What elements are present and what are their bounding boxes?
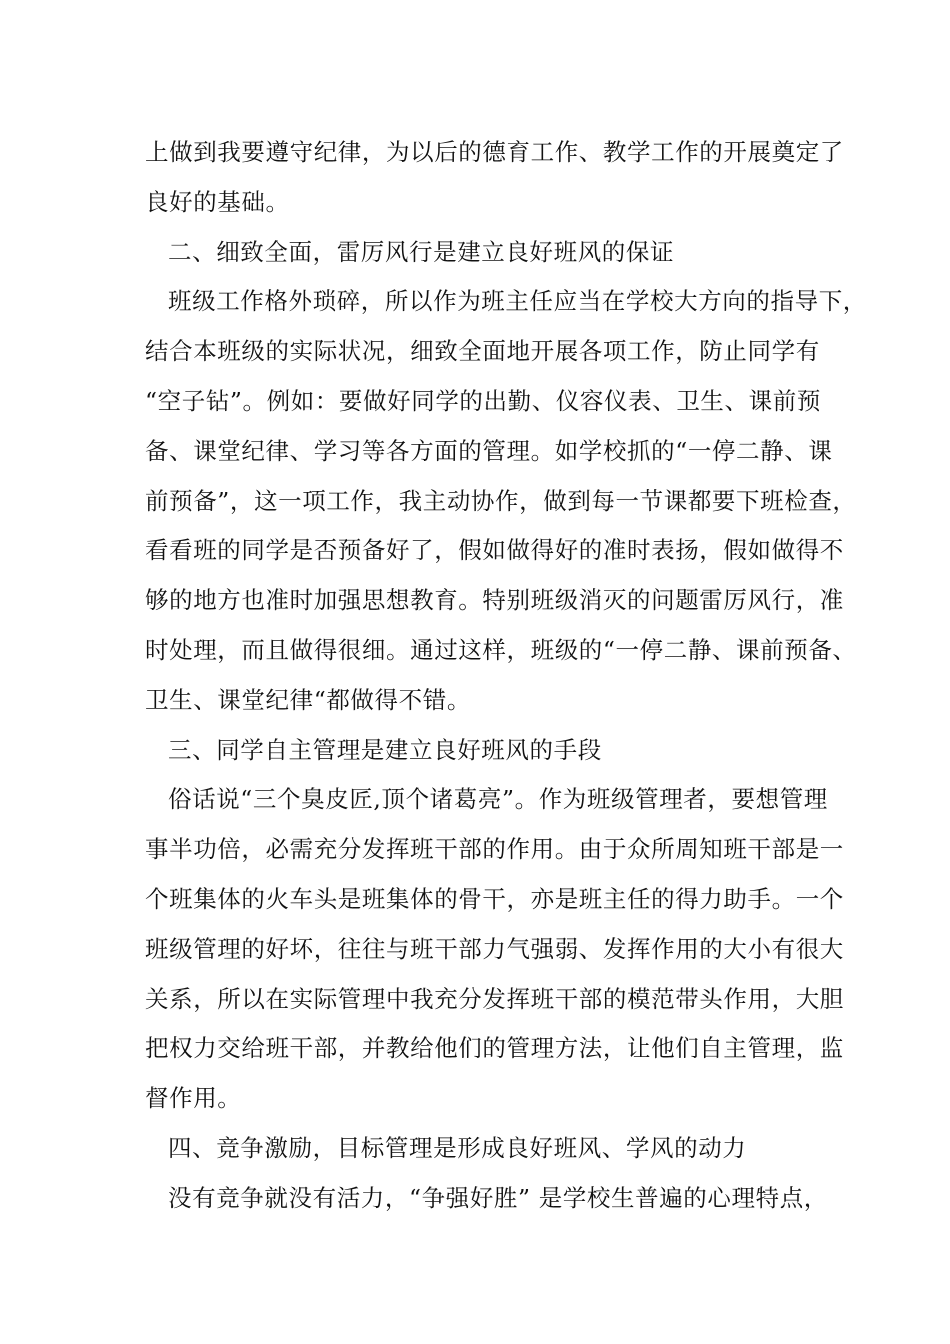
text-line: 结合本班级的实际状况，细致全面地开展各项工作，防止同学有: [145, 337, 820, 366]
section-heading: 四、竞争激励，目标管理是形成良好班风、学风的动力: [168, 1133, 747, 1162]
text-line: 够的地方也准时加强思想教育。特别班级消灭的问题雷厉风行，准: [145, 586, 844, 615]
text-line: 关系，所以在实际管理中我充分发挥班干部的模范带头作用，大胆: [145, 984, 844, 1013]
text-line: 备、课堂纪律、学习等各方面的管理。如学校抓的“一停二静、课: [145, 436, 833, 465]
paragraph-first-line: 班级工作格外琐碎，所以作为班主任应当在学校大方向的指导下，: [168, 287, 867, 316]
text-line: 看看班的同学是否预备好了，假如做得好的准时表扬，假如做得不: [145, 536, 844, 565]
text-line: 把权力交给班干部，并教给他们的管理方法，让他们自主管理，监: [145, 1034, 844, 1063]
document-body: [145, 128, 867, 1224]
section-heading: 二、细致全面，雷厉风行是建立良好班风的保证: [168, 237, 675, 266]
text-line: 班级管理的好坏，往往与班干部力气强弱、发挥作用的大小有很大: [145, 934, 844, 963]
text-line: 良好的基础。: [145, 187, 290, 216]
text-line: 个班集体的火车头是班集体的骨干，亦是班主任的得力助手。一个: [145, 884, 844, 913]
text-line: 督作用。: [145, 1084, 242, 1113]
text-line: 上做到我要遵守纪律，为以后的德育工作、教学工作的开展奠定了: [145, 138, 844, 166]
paragraph-first-line: 没有竞争就没有活力，“争强好胜” 是学校生普遍的心理特点，: [168, 1183, 828, 1212]
text-line: 前预备”，这一项工作，我主动协作，做到每一节课都要下班检查，: [145, 486, 857, 515]
section-heading: 三、同学自主管理是建立良好班风的手段: [168, 735, 602, 764]
text-line: 事半功倍，必需充分发挥班干部的作用。由于众所周知班干部是一: [145, 835, 844, 864]
paragraph-first-line: 俗话说“三个臭皮匠,顶个诸葛亮”。作为班级管理者，要想管理: [168, 785, 828, 814]
text-line: 时处理，而且做得很细。通过这样，班级的“一停二静、课前预备、: [145, 635, 857, 664]
text-line: “空子钻”。例如：要做好同学的出勤、仪容仪表、卫生、课前预: [145, 386, 821, 415]
text-line: 卫生、课堂纪律“都做得不错。: [145, 685, 471, 714]
